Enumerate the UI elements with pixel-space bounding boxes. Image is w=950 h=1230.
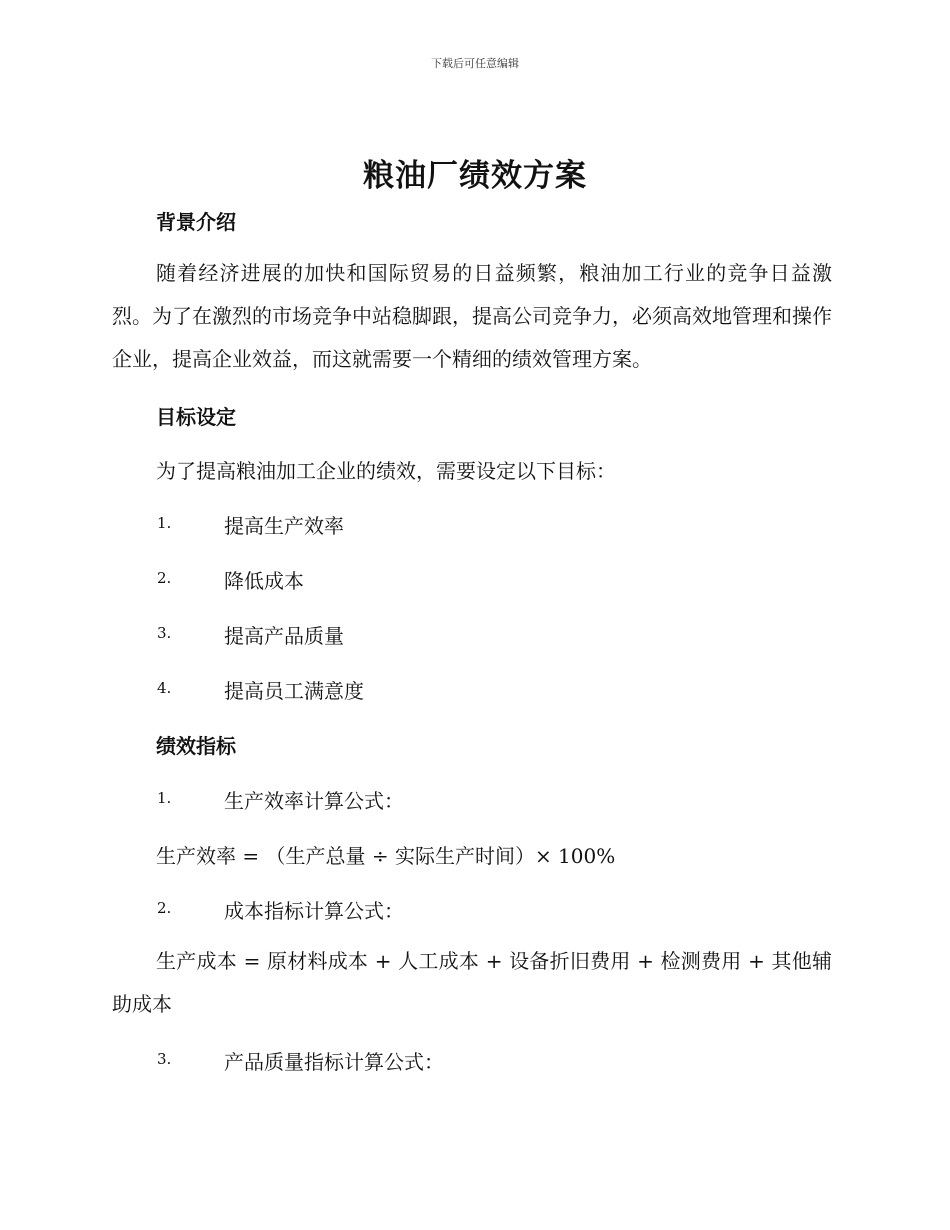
background-paragraph: 随着经济进展的加快和国际贸易的日益频繁，粮油加工行业的竞争日益激烈。为了在激烈的市场竞争中站稳脚跟，提高公司竞争力，必须高效地管理和操作企业，提高企业效益，而这就需要一个精细的绩效管理方案。 bbox=[112, 261, 832, 371]
goal-item: 提高生产效率 bbox=[224, 514, 344, 538]
header-note: 下载后可任意编辑 bbox=[431, 57, 519, 70]
section-heading-indicators: 绩效指标 bbox=[156, 734, 236, 758]
goal-number: 4. bbox=[157, 679, 172, 697]
production-efficiency-formula: 生产效率 = （生产总量 ÷ 实际生产时间）× 100% bbox=[156, 844, 616, 868]
goal-item: 降低成本 bbox=[224, 569, 304, 593]
goal-item: 提高产品质量 bbox=[224, 624, 344, 648]
indicator-number: 2. bbox=[157, 899, 172, 917]
production-cost-formula: 生产成本 = 原材料成本 + 人工成本 + 设备折旧费用 + 检测费用 + 其他辅助成本 bbox=[112, 949, 832, 1016]
goal-number: 1. bbox=[157, 514, 172, 532]
goal-number: 2. bbox=[157, 569, 172, 587]
document-title: 粮油厂绩效方案 bbox=[363, 158, 587, 194]
indicator-number: 1. bbox=[157, 789, 172, 807]
indicator-item: 产品质量指标计算公式： bbox=[224, 1050, 444, 1074]
section-heading-goals: 目标设定 bbox=[156, 405, 236, 429]
indicator-number: 3. bbox=[157, 1050, 172, 1068]
indicator-item: 生产效率计算公式： bbox=[224, 789, 404, 813]
goal-item: 提高员工满意度 bbox=[224, 679, 364, 703]
goal-number: 3. bbox=[157, 624, 172, 642]
goals-intro: 为了提高粮油加工企业的绩效，需要设定以下目标： bbox=[156, 459, 616, 483]
section-heading-background: 背景介绍 bbox=[156, 210, 236, 234]
indicator-item: 成本指标计算公式： bbox=[224, 899, 404, 923]
